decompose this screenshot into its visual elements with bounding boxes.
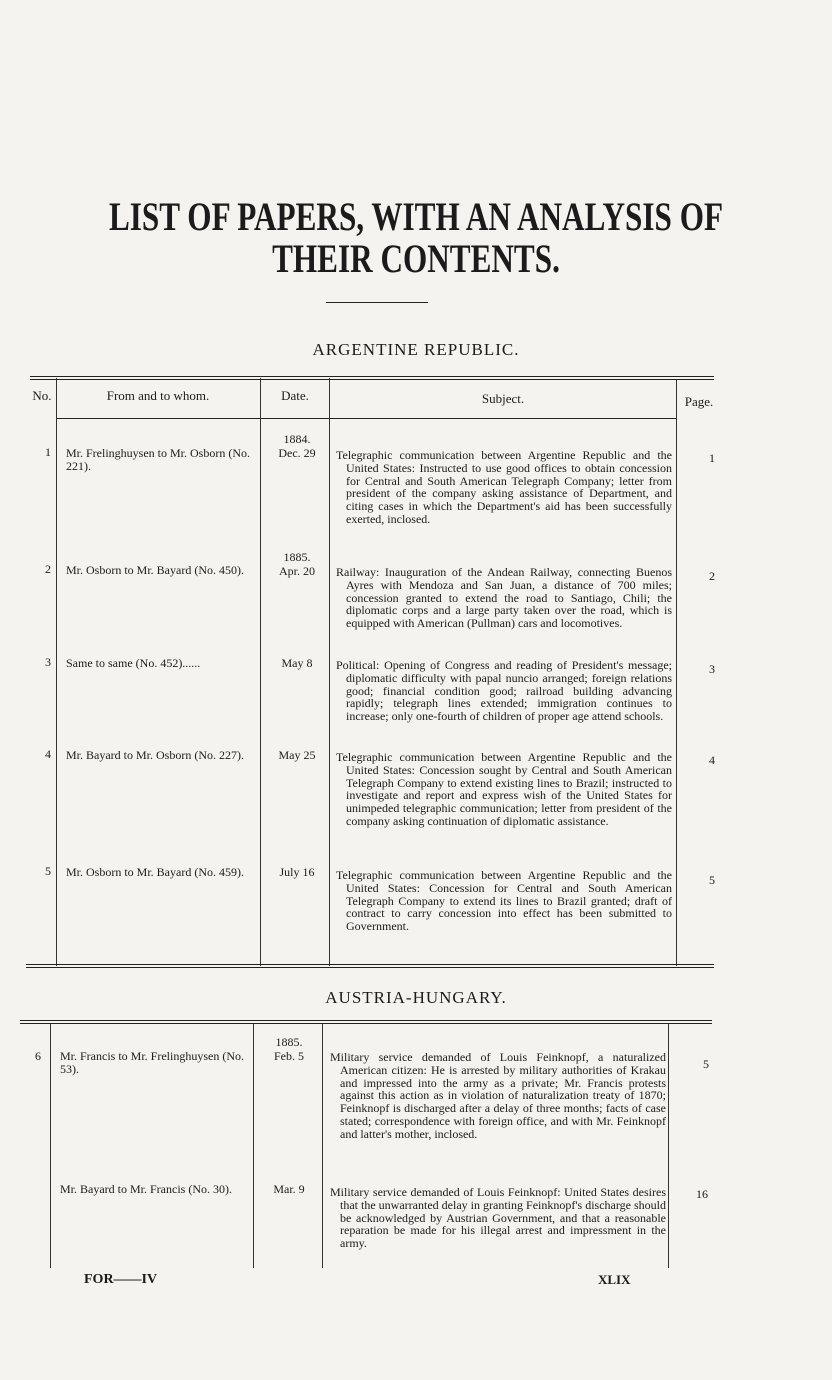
row-year: 1885. (283, 550, 311, 564)
column-header-from: From and to whom. (106, 388, 210, 403)
row-number: 6 (35, 1049, 41, 1063)
table-top-rule-double (20, 1023, 712, 1024)
row-number: 3 (45, 655, 51, 669)
column-divider (676, 380, 677, 966)
row-subject: Military service demanded of Louis Feinknopf: United States desires that the unwarranted delay in granting Feinknopf's discharge should be acknowledged by Austrian Government, and that a reasonable reparation be made for his illegal arrest and impressment in the army. (330, 1185, 666, 1251)
title-divider (326, 302, 428, 303)
row-number: 5 (45, 864, 51, 878)
row-from-to: Mr. Osborn to Mr. Bayard (No. 450). (66, 563, 244, 577)
row-subject: Telegraphic communication between Argentine Republic and the United States: Concession for Central and South American Telegraph Company to extend its lines to Brazil granted; draft of contract to carry concession into effect has been submitted to Government. (336, 868, 672, 934)
column-divider (260, 378, 261, 966)
row-date: Dec. 29 (278, 446, 316, 460)
row-page: 3 (709, 662, 715, 676)
row-date: July 16 (279, 865, 315, 879)
row-date: May 8 (281, 656, 313, 670)
row-number: 2 (45, 562, 51, 576)
row-page: 2 (709, 569, 715, 583)
row-page: 4 (709, 753, 715, 767)
section-heading-argentine: ARGENTINE REPUBLIC. (312, 340, 520, 359)
row-date: Feb. 5 (274, 1049, 304, 1063)
row-from-to: Mr. Francis to Mr. Frelinghuysen (No. 53). (60, 1049, 244, 1076)
row-number: 1 (45, 445, 51, 459)
section-bottom-rule (26, 964, 714, 965)
column-divider (668, 1024, 669, 1268)
column-divider (322, 1024, 323, 1268)
row-from-to: Same to same (No. 452)...... (66, 656, 201, 670)
header-bottom-rule (56, 418, 676, 419)
page-title: LIST OF PAPERS, WITH AN ANALYSIS OF THEIR CONTENTS. (108, 194, 724, 281)
row-from-to: Mr. Bayard to Mr. Osborn (No. 227). (66, 748, 244, 762)
section-bottom-rule-double (26, 967, 714, 968)
row-subject: Telegraphic communication between Argentine Republic and the United States: Instructed to use good offices to obtain concession for Central and South American Telegraph Company; letter from president of the company asking assistance of Department, and citing cases in which the Department's aid has been successfully exerted, inclosed. (336, 448, 672, 526)
row-year: 1884. (283, 432, 311, 446)
table-top-rule (20, 1020, 712, 1021)
column-header-no: No. (32, 388, 52, 403)
row-date: Mar. 9 (273, 1182, 305, 1196)
column-divider (253, 1024, 254, 1268)
row-subject: Railway: Inauguration of the Andean Railway, connecting Buenos Ayres with Mendoza and San Juan, a distance of 700 miles; concession granted to extend the road to Santiago, Chili; the diplomatic corps and a large party taken over the road, which is equipped with American (Pullman) cars and locomotives. (336, 565, 672, 631)
table-top-rule-double (30, 379, 714, 380)
column-header-subject: Subject. (481, 391, 525, 406)
page-number: XLIX (598, 1272, 631, 1287)
row-from-to: Mr. Bayard to Mr. Francis (No. 30). (60, 1182, 232, 1196)
row-subject: Political: Opening of Congress and reading of President's message; diplomatic difficulty with papal nuncio arranged; foreign relations good; financial condition good; railroad building advancing rapidly; telegraph lines extended; immigration continues to increase; only one-fourth of children of proper age attend schools. (336, 658, 672, 724)
row-subject: Telegraphic communication between Argentine Republic and the United States: Concession sought by Central and South American Telegraph Company to extend existing lines to Brazil; instructed to investigate and report and express wish of the United States for unimpeded telegraphic communication; letter from president of the company asking continuation of diplomatic assistance. (336, 750, 672, 828)
row-subject: Military service demanded of Louis Feinknopf, a naturalized American citizen: He is arrested by military authorities of Krakau and impressed into the army as a private; Mr. Francis protests against this action as in violation of naturalization treaty of 1870; Feinknopf is discharged after a delay of three months; facts of case stated; correspondence with foreign office, and with Mr. Feinknopf and latter's mother, inclosed. (330, 1050, 666, 1141)
table-top-rule (30, 376, 714, 377)
row-number: 4 (45, 747, 51, 761)
column-header-date: Date. (281, 388, 309, 403)
row-page: 16 (696, 1187, 708, 1201)
row-from-to: Mr. Frelinghuysen to Mr. Osborn (No. 221). (66, 446, 250, 473)
row-page: 5 (703, 1057, 709, 1071)
row-from-to: Mr. Osborn to Mr. Bayard (No. 459). (66, 865, 244, 879)
row-date: May 25 (278, 748, 316, 762)
row-year: 1885. (275, 1035, 303, 1049)
column-divider (50, 1024, 51, 1268)
row-page: 1 (709, 451, 715, 465)
column-header-page: Page. (684, 394, 714, 409)
column-divider (56, 378, 57, 966)
row-date: Apr. 20 (279, 564, 315, 578)
signature-mark: FOR——IV (84, 1272, 158, 1287)
section-heading-austria-hungary: AUSTRIA-HUNGARY. (325, 988, 507, 1007)
row-page: 5 (709, 873, 715, 887)
